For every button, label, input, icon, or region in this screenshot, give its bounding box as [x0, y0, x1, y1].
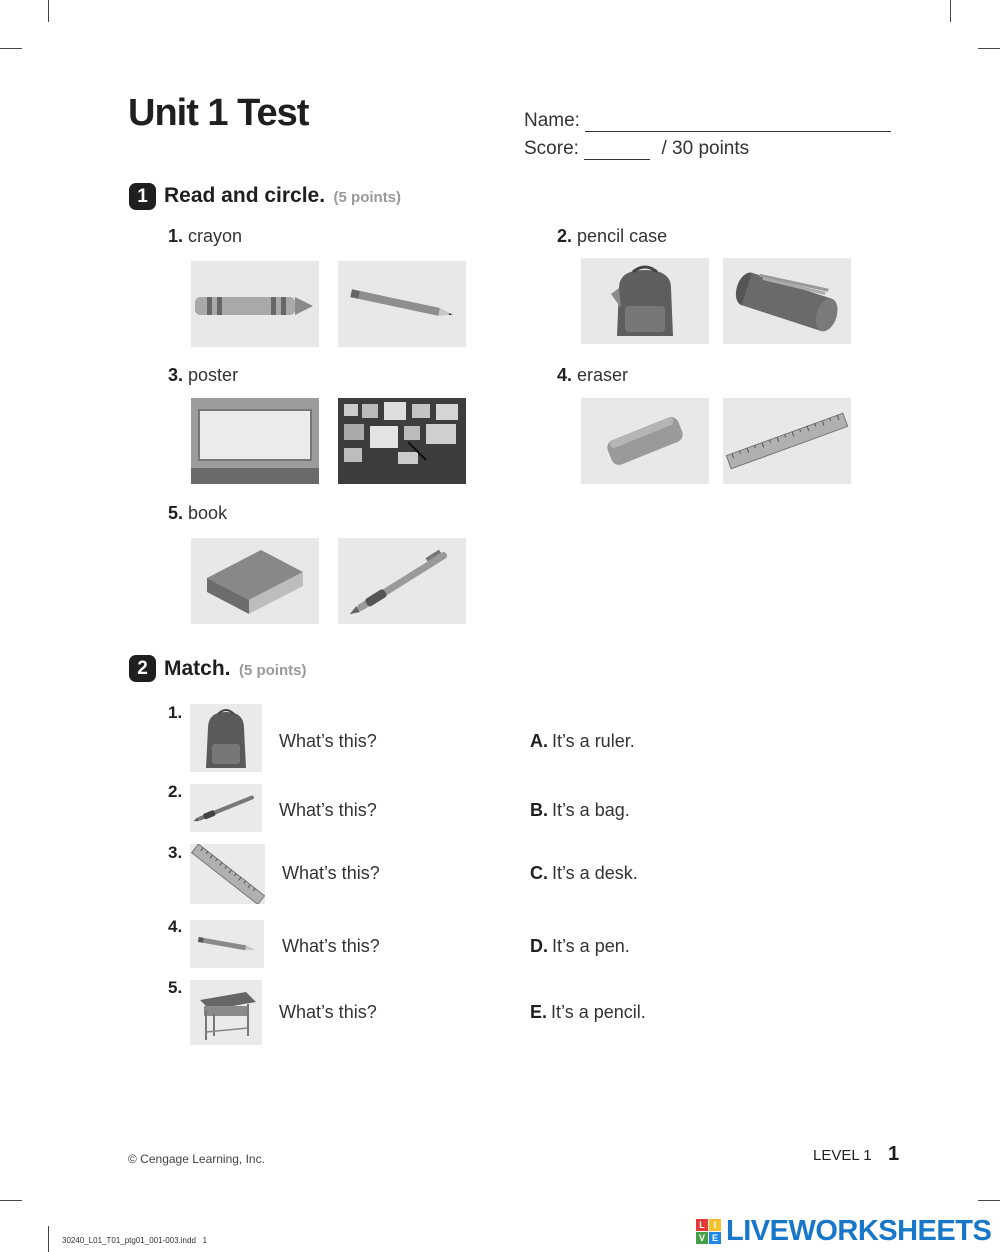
backpack-picture[interactable] — [581, 258, 709, 344]
brand-icon-letter: L — [696, 1219, 708, 1231]
pencil-picture — [190, 920, 264, 968]
score-row — [524, 138, 749, 160]
section-title: Read and circle. — [164, 184, 326, 207]
item-number: 5. — [168, 503, 184, 523]
page-number: 1 — [888, 1143, 900, 1165]
match-number: 5. — [168, 978, 183, 997]
whiteboard-picture[interactable] — [191, 398, 319, 484]
item-number: 4. — [557, 365, 573, 385]
brand-icon-letter: I — [709, 1219, 721, 1231]
brand-icon-letter: E — [709, 1232, 721, 1244]
match-answer — [530, 936, 630, 957]
answer-letter: D. — [530, 936, 548, 956]
item-number: 1. — [168, 226, 184, 246]
item-word: poster — [188, 365, 239, 385]
section-title: Match. — [164, 657, 231, 680]
name-label: Name: — [524, 110, 580, 131]
match-question: What’s this? — [279, 731, 377, 751]
match-answer — [530, 863, 638, 884]
pen-picture — [190, 784, 262, 832]
answer-letter: B. — [530, 800, 548, 820]
item-word: eraser — [577, 365, 629, 385]
match-number: 1. — [168, 703, 183, 722]
item-word: crayon — [188, 226, 243, 246]
poster-board-picture[interactable] — [338, 398, 466, 484]
section-heading — [164, 184, 401, 208]
answer-text: It’s a pen. — [552, 936, 630, 956]
book-picture[interactable] — [191, 538, 319, 624]
score-field[interactable] — [584, 145, 650, 160]
section-number-badge: 2 — [129, 655, 156, 682]
ruler-picture[interactable] — [723, 398, 851, 484]
file-slug: 30240_L01_T01_ptg01_001-003.indd 1 — [62, 1236, 208, 1245]
brand-icon-letter: V — [696, 1232, 708, 1244]
circle-item — [168, 365, 238, 386]
crop-mark — [48, 0, 49, 22]
circle-item — [168, 503, 227, 524]
answer-letter: A. — [530, 731, 548, 751]
answer-letter: E. — [530, 1002, 548, 1022]
answer-text: It’s a desk. — [552, 863, 638, 883]
eraser-picture[interactable] — [581, 398, 709, 484]
liveworksheets-logo[interactable] — [696, 1217, 996, 1249]
match-number: 2. — [168, 782, 183, 801]
name-field[interactable] — [585, 117, 891, 132]
answer-text: It’s a bag. — [552, 800, 630, 820]
answer-text: It’s a ruler. — [552, 731, 635, 751]
match-answer — [530, 731, 635, 752]
crop-mark — [978, 1200, 1000, 1201]
pen-picture[interactable] — [338, 538, 466, 624]
item-word: pencil case — [577, 226, 668, 246]
name-row — [524, 110, 891, 132]
score-label: Score: — [524, 138, 579, 159]
circle-item — [168, 226, 242, 247]
pencil-case-picture[interactable] — [723, 258, 851, 344]
desk-picture — [190, 980, 262, 1045]
item-word: book — [188, 503, 228, 523]
section-number-badge: 1 — [129, 183, 156, 210]
answer-text: It’s a pencil. — [551, 1002, 646, 1022]
brand-icon — [696, 1219, 722, 1245]
circle-item — [557, 226, 667, 247]
crayon-picture[interactable] — [191, 261, 319, 347]
copyright: © Cengage Learning, Inc. — [128, 1152, 265, 1166]
match-number: 3. — [168, 843, 183, 862]
ruler-picture — [190, 844, 265, 904]
section-heading — [164, 657, 306, 681]
item-number: 3. — [168, 365, 184, 385]
level-label: LEVEL 1 — [813, 1147, 872, 1164]
match-question: What’s this? — [279, 1002, 377, 1022]
section-points: (5 points) — [333, 189, 402, 206]
item-number: 2. — [557, 226, 573, 246]
pencil-picture[interactable] — [338, 261, 466, 347]
match-question: What’s this? — [282, 863, 380, 883]
match-answer — [530, 1002, 646, 1023]
answer-letter: C. — [530, 863, 548, 883]
crop-mark — [0, 1200, 22, 1201]
crop-mark — [0, 48, 22, 49]
match-number: 4. — [168, 917, 183, 936]
crop-mark — [978, 48, 1000, 49]
page-title: Unit 1 Test — [128, 92, 309, 134]
crop-mark — [48, 1226, 49, 1252]
match-question: What’s this? — [282, 936, 380, 956]
circle-item — [557, 365, 628, 386]
score-total: / 30 points — [661, 138, 750, 159]
match-question: What’s this? — [279, 800, 377, 820]
brand-name: LIVEWORKSHEETS — [726, 1215, 992, 1247]
bag-picture — [190, 704, 262, 772]
section-points: (5 points) — [238, 662, 307, 679]
crop-mark — [950, 0, 951, 22]
match-answer — [530, 800, 630, 821]
